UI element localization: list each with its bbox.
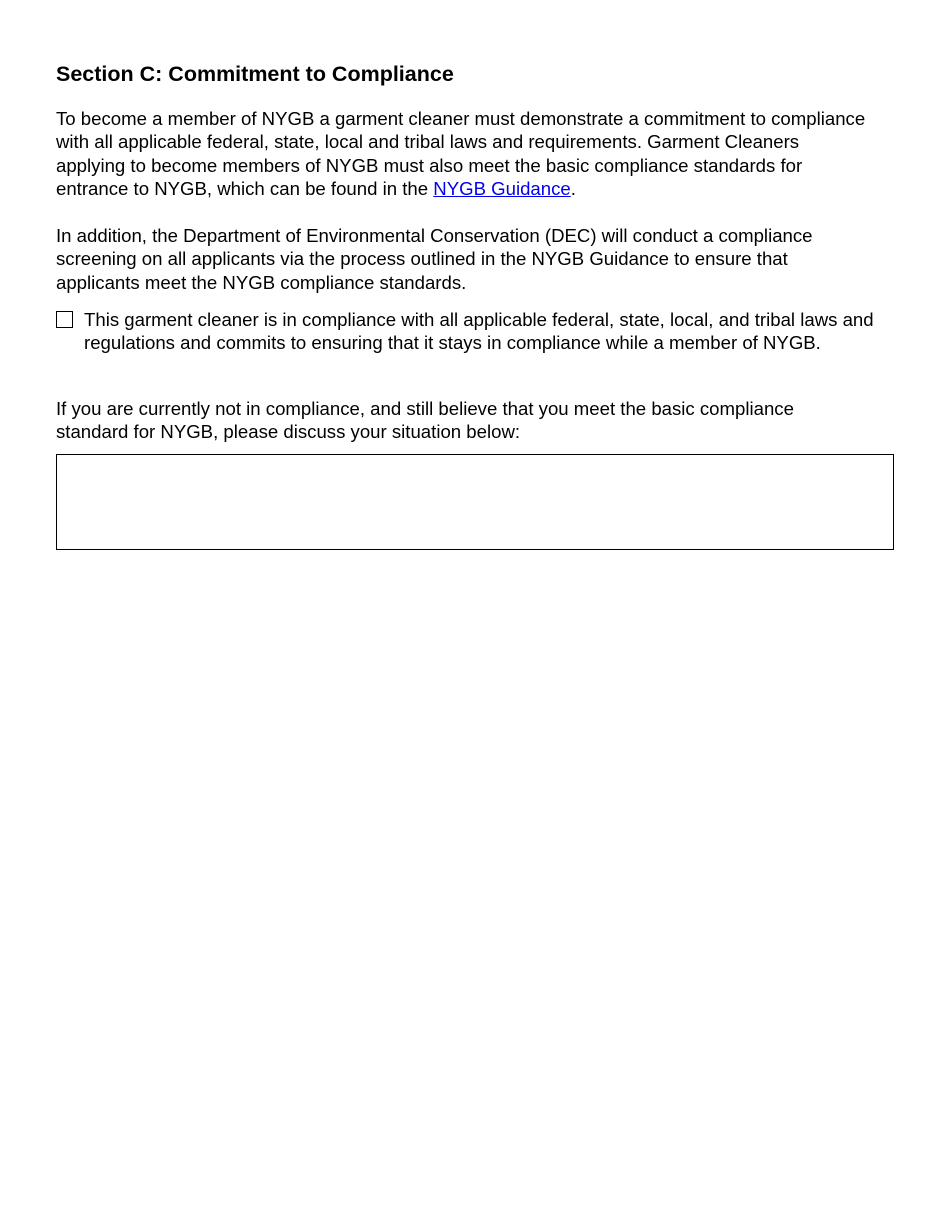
dec-screening-paragraph: In addition, the Department of Environmental Conservation (DEC) will conduct a compliance screening on all applicants via the process outlined in the NYGB Guidance to ensure that applicants meet the NYGB compliance standards.: [56, 225, 813, 293]
section-title: Section C: Commitment to Compliance: [56, 62, 454, 86]
intro-paragraph: [56, 107, 866, 200]
non-compliance-prompt: If you are currently not in compliance, and still believe that you meet the basic compliance standard for NYGB, please discuss your situation below:: [56, 398, 794, 443]
compliance-checkbox-label: This garment cleaner is in compliance with all applicable federal, state, local, and tribal laws and regulations and commits to ensuring that it stays in compliance while a member of NYGB.: [84, 309, 874, 354]
nygb-guidance-link[interactable]: NYGB Guidance: [433, 177, 571, 199]
compliance-discussion-field[interactable]: [56, 454, 894, 550]
intro-text: To become a member of NYGB a garment cleaner must demonstrate a commitment to compliance with all applicable federal, state, local and tribal laws and requirements. Garment Cleaners applying to become members of NYGB must also meet the basic compliance standards for entrance to NYGB, which can be found in the: [56, 108, 866, 199]
compliance-checkbox[interactable]: [56, 311, 73, 328]
intro-text-end: .: [570, 177, 576, 199]
